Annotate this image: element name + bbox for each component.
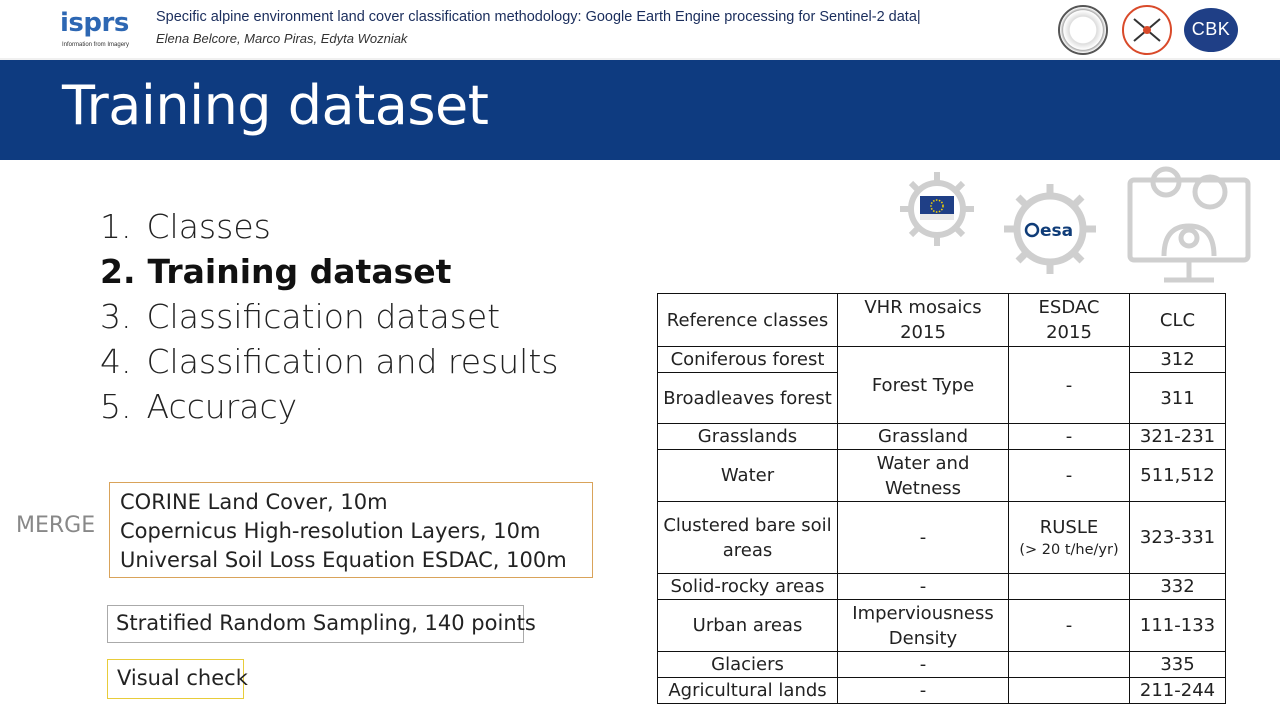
outline-item-accuracy: 5. Accuracy [100, 387, 298, 426]
merge-sources-box [109, 482, 593, 578]
cell-esdac-agri [1009, 678, 1130, 704]
esa-logo-text: esa [1040, 221, 1074, 241]
computer-gears-icon [1124, 160, 1254, 290]
drone-lab-logo [1122, 5, 1172, 55]
merge-label: MERGE [16, 513, 96, 538]
cbk-logo-text: CBK [1191, 19, 1231, 39]
cell-esdac-bare-main: RUSLE [1039, 517, 1099, 538]
cell-clc-grasslands: 321-231 [1130, 424, 1226, 450]
cell-esdac-urban: - [1009, 600, 1130, 652]
table-row [658, 574, 1226, 600]
cell-ref-coniferous: Coniferous forest [658, 347, 838, 373]
slide-title: Training dataset [62, 74, 489, 137]
cell-vhr-water: Water and Wetness [838, 450, 1009, 502]
table-row [658, 678, 1226, 704]
cell-clc-urban: 111-133 [1130, 600, 1226, 652]
table-row [658, 424, 1226, 450]
reference-classes-table [657, 293, 1226, 704]
cell-vhr-urban: Imperviousness Density [838, 600, 1009, 652]
cell-vhr-glaciers: - [838, 652, 1009, 678]
cell-ref-glaciers: Glaciers [658, 652, 838, 678]
cell-clc-bare: 323-331 [1130, 502, 1226, 574]
outline-item-training-dataset: 2. Training dataset [100, 252, 452, 291]
cell-esdac-rocky [1009, 574, 1130, 600]
cell-clc-coniferous: 312 [1130, 347, 1226, 373]
cell-vhr-grasslands: Grassland [838, 424, 1009, 450]
outline-item-classification-dataset: 3. Classification dataset [100, 297, 501, 336]
drone-icon [1124, 7, 1170, 53]
university-seal-logo [1058, 5, 1108, 55]
cell-clc-glaciers: 335 [1130, 652, 1226, 678]
paper-title: Specific alpine environment land cover classification methodology: Google Earth Engine processing for Sentinel-2 data| [156, 9, 921, 25]
table-row [658, 450, 1226, 502]
header-esdac: ESDAC 2015 [1009, 294, 1130, 347]
cell-ref-broadleaves: Broadleaves forest [658, 373, 838, 424]
cell-esdac-bare-sub: (> 20 t/he/yr) [1019, 542, 1119, 558]
cell-ref-agri: Agricultural lands [658, 678, 838, 704]
outline-item-classification-results: 4. Classification and results [100, 342, 559, 381]
cell-vhr-forest-type: Forest Type [838, 347, 1009, 424]
isprs-logo-tagline: Information from Imagery [62, 42, 130, 48]
header-reference-classes: Reference classes [658, 294, 838, 347]
cell-esdac-forest: - [1009, 347, 1130, 424]
eu-gear-icon [896, 168, 978, 250]
cell-clc-broadleaves: 311 [1130, 373, 1226, 424]
cell-ref-rocky: Solid-rocky areas [658, 574, 838, 600]
cell-esdac-grasslands: - [1009, 424, 1130, 450]
cell-clc-agri: 211-244 [1130, 678, 1226, 704]
cell-esdac-water: - [1009, 450, 1130, 502]
cell-esdac-bare [1009, 502, 1130, 574]
cell-ref-bare: Clustered bare soil areas [658, 502, 838, 574]
isprs-logo-text: isprs [60, 8, 129, 38]
table-header-row [658, 294, 1226, 347]
merge-source-usle: Universal Soil Loss Equation ESDAC, 100m [120, 548, 567, 572]
merge-source-copernicus: Copernicus High-resolution Layers, 10m [120, 519, 541, 543]
cell-clc-water: 511,512 [1130, 450, 1226, 502]
table-row [658, 652, 1226, 678]
cell-vhr-agri: - [838, 678, 1009, 704]
cell-vhr-bare: - [838, 502, 1009, 574]
header-bar [0, 0, 1280, 58]
outline-item-classes: 1. Classes [100, 207, 271, 246]
table-row [658, 502, 1226, 574]
cbk-logo [1184, 8, 1238, 52]
cell-ref-grasslands: Grasslands [658, 424, 838, 450]
title-banner [0, 58, 1280, 160]
header-clc: CLC [1130, 294, 1226, 347]
paper-authors: Elena Belcore, Marco Piras, Edyta Wozniak [156, 31, 408, 46]
table-row [658, 347, 1226, 373]
cell-ref-urban: Urban areas [658, 600, 838, 652]
outline-list [100, 204, 558, 429]
esa-gear-icon [998, 180, 1102, 278]
cell-vhr-rocky: - [838, 574, 1009, 600]
cell-ref-water: Water [658, 450, 838, 502]
isprs-logo [56, 6, 132, 54]
sampling-box: Stratified Random Sampling, 140 points [107, 605, 524, 643]
visual-check-box: Visual check [107, 659, 244, 699]
table-row [658, 600, 1226, 652]
cell-clc-rocky: 332 [1130, 574, 1226, 600]
cell-esdac-glaciers [1009, 652, 1130, 678]
merge-source-corine: CORINE Land Cover, 10m [120, 490, 388, 514]
header-vhr-mosaics: VHR mosaics 2015 [838, 294, 1009, 347]
